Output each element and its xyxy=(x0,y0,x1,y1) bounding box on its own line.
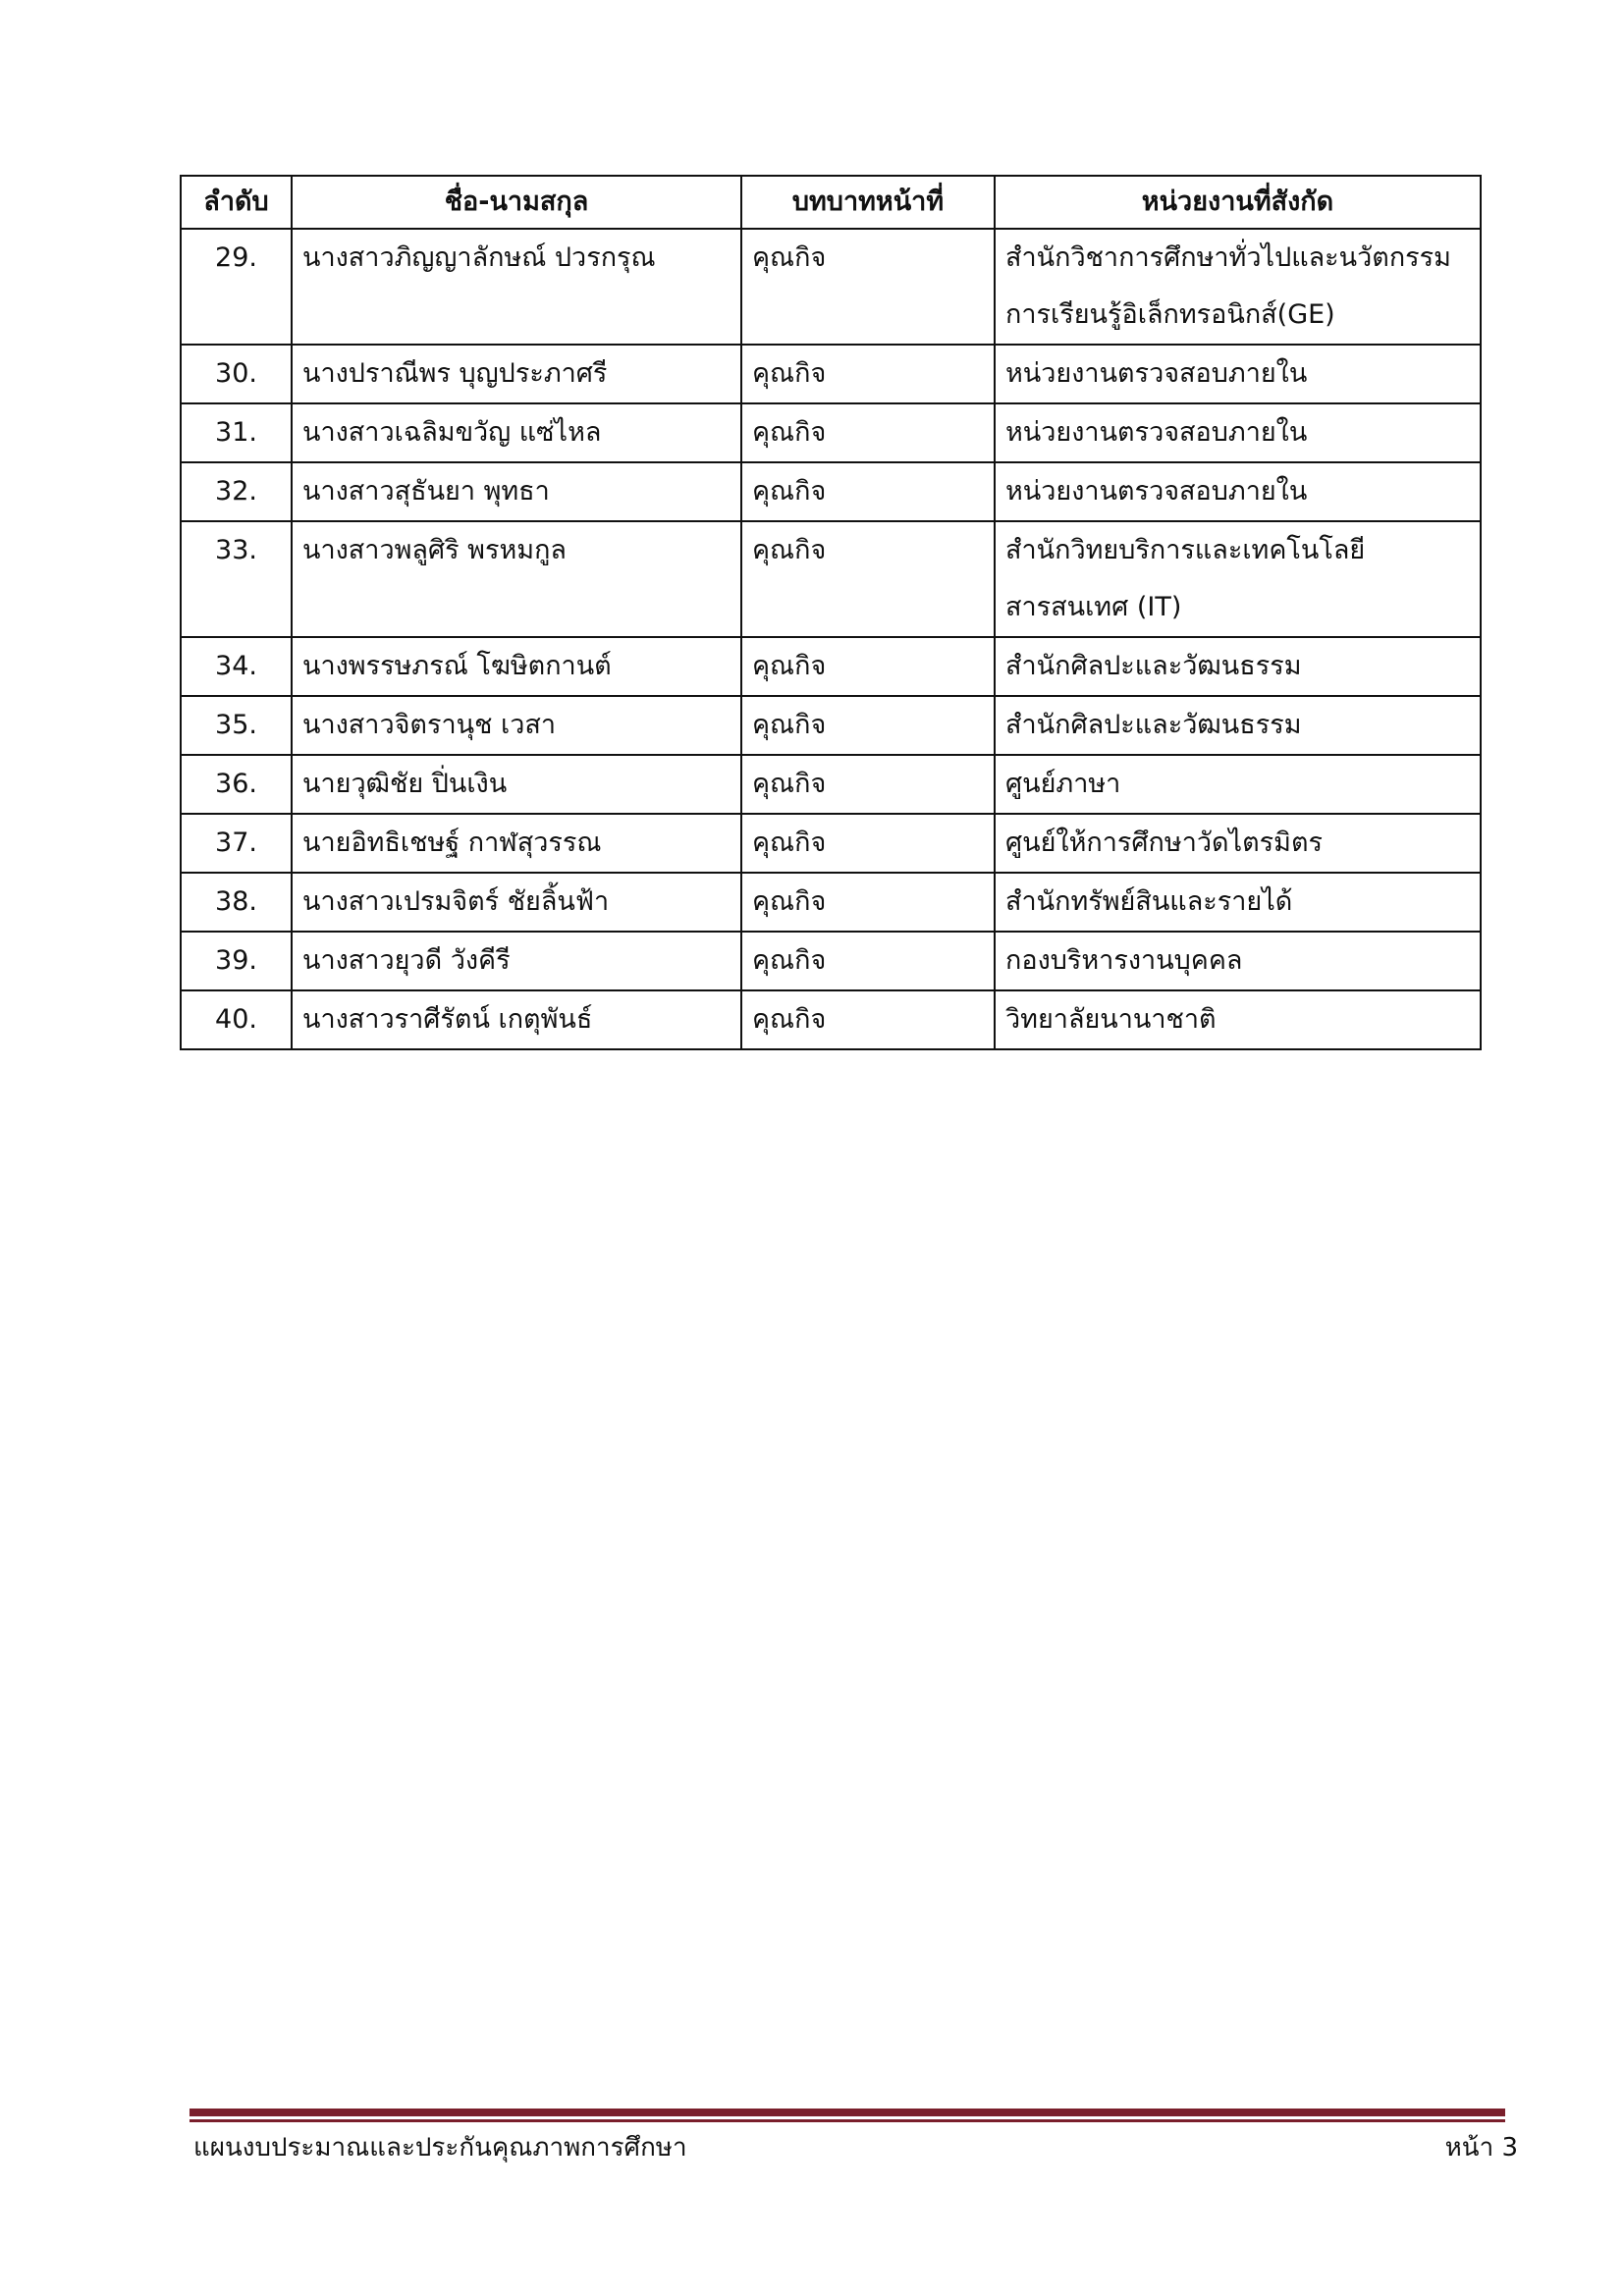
cell-no: 39. xyxy=(181,932,292,990)
cell-role: คุณกิจ xyxy=(741,229,995,345)
table-row xyxy=(181,696,1481,755)
table-row xyxy=(181,462,1481,521)
cell-name: นายอิทธิเชษฐ์ กาฬสุวรรณ xyxy=(292,814,741,873)
cell-role: คุณกิจ xyxy=(741,873,995,932)
table-row xyxy=(181,932,1481,990)
cell-unit: สำนักทรัพย์สินและรายได้ xyxy=(995,873,1481,932)
header-unit: หน่วยงานที่สังกัด xyxy=(995,176,1481,229)
table-body xyxy=(181,229,1481,1049)
cell-unit: วิทยาลัยนานาชาติ xyxy=(995,990,1481,1049)
cell-role: คุณกิจ xyxy=(741,403,995,462)
table-row xyxy=(181,229,1481,345)
cell-unit-line: สารสนเทศ (IT) xyxy=(1005,592,1182,622)
cell-role: คุณกิจ xyxy=(741,462,995,521)
cell-name: นางสาวภิญญาลักษณ์ ปวรกรุณ xyxy=(292,229,741,345)
cell-no: 37. xyxy=(181,814,292,873)
cell-name: นางสาวยุวดี วังคีรี xyxy=(292,932,741,990)
cell-unit: หน่วยงานตรวจสอบภายใน xyxy=(995,462,1481,521)
table-row xyxy=(181,873,1481,932)
cell-name: นางสาวราศีรัตน์ เกตุพันธ์ xyxy=(292,990,741,1049)
cell-unit-line: การเรียนรู้อิเล็กทรอนิกส์(GE) xyxy=(1005,299,1335,330)
table-row xyxy=(181,521,1481,637)
cell-unit: กองบริหารงานบุคคล xyxy=(995,932,1481,990)
cell-unit: ศูนย์ภาษา xyxy=(995,755,1481,814)
cell-role: คุณกิจ xyxy=(741,932,995,990)
table-row xyxy=(181,345,1481,403)
table-header-row xyxy=(181,176,1481,229)
page-number: หน้า 3 xyxy=(1444,2133,1518,2163)
cell-role: คุณกิจ xyxy=(741,521,995,637)
header-name: ชื่อ-นามสกุล xyxy=(292,176,741,229)
cell-no: 29. xyxy=(181,229,292,345)
table-row xyxy=(181,990,1481,1049)
table-row xyxy=(181,637,1481,696)
cell-role: คุณกิจ xyxy=(741,637,995,696)
cell-name: นางพรรษภรณ์ โฆษิตกานต์ xyxy=(292,637,741,696)
cell-role: คุณกิจ xyxy=(741,990,995,1049)
member-table xyxy=(180,175,1482,1050)
cell-unit: สำนักศิลปะและวัฒนธรรม xyxy=(995,696,1481,755)
cell-unit xyxy=(995,229,1481,345)
footer-title: แผนงบประมาณและประกันคุณภาพการศึกษา xyxy=(193,2133,687,2163)
cell-role: คุณกิจ xyxy=(741,755,995,814)
cell-role: คุณกิจ xyxy=(741,814,995,873)
cell-name: นางปราณีพร บุญประภาศรี xyxy=(292,345,741,403)
cell-unit: หน่วยงานตรวจสอบภายใน xyxy=(995,403,1481,462)
table-row xyxy=(181,814,1481,873)
cell-no: 32. xyxy=(181,462,292,521)
cell-no: 34. xyxy=(181,637,292,696)
cell-unit: ศูนย์ให้การศึกษาวัดไตรมิตร xyxy=(995,814,1481,873)
header-no: ลำดับ xyxy=(181,176,292,229)
footer-divider-thin xyxy=(189,2119,1505,2122)
cell-no: 40. xyxy=(181,990,292,1049)
table-row xyxy=(181,403,1481,462)
cell-no: 30. xyxy=(181,345,292,403)
cell-no: 35. xyxy=(181,696,292,755)
cell-role: คุณกิจ xyxy=(741,345,995,403)
cell-name: นางสาวสุธันยา พุทธา xyxy=(292,462,741,521)
cell-unit-line: สำนักวิทยบริการและเทคโนโลยี xyxy=(1005,535,1366,565)
cell-role: คุณกิจ xyxy=(741,696,995,755)
cell-unit: สำนักศิลปะและวัฒนธรรม xyxy=(995,637,1481,696)
header-role: บทบาทหน้าที่ xyxy=(741,176,995,229)
cell-unit: หน่วยงานตรวจสอบภายใน xyxy=(995,345,1481,403)
cell-no: 38. xyxy=(181,873,292,932)
cell-name: นางสาวเปรมจิตร์ ชัยลิ้นฟ้า xyxy=(292,873,741,932)
cell-no: 33. xyxy=(181,521,292,637)
cell-name: นางสาวพลูศิริ พรหมกูล xyxy=(292,521,741,637)
cell-no: 31. xyxy=(181,403,292,462)
cell-unit-line: สำนักวิชาการศึกษาทั่วไปและนวัตกรรม xyxy=(1005,242,1451,273)
table-row xyxy=(181,755,1481,814)
cell-no: 36. xyxy=(181,755,292,814)
cell-name: นางสาวจิตรานุช เวสา xyxy=(292,696,741,755)
footer-divider-thick xyxy=(189,2109,1505,2116)
cell-name: นายวุฒิชัย ปิ่นเงิน xyxy=(292,755,741,814)
cell-unit xyxy=(995,521,1481,637)
cell-name: นางสาวเฉลิมขวัญ แซ่ไหล xyxy=(292,403,741,462)
